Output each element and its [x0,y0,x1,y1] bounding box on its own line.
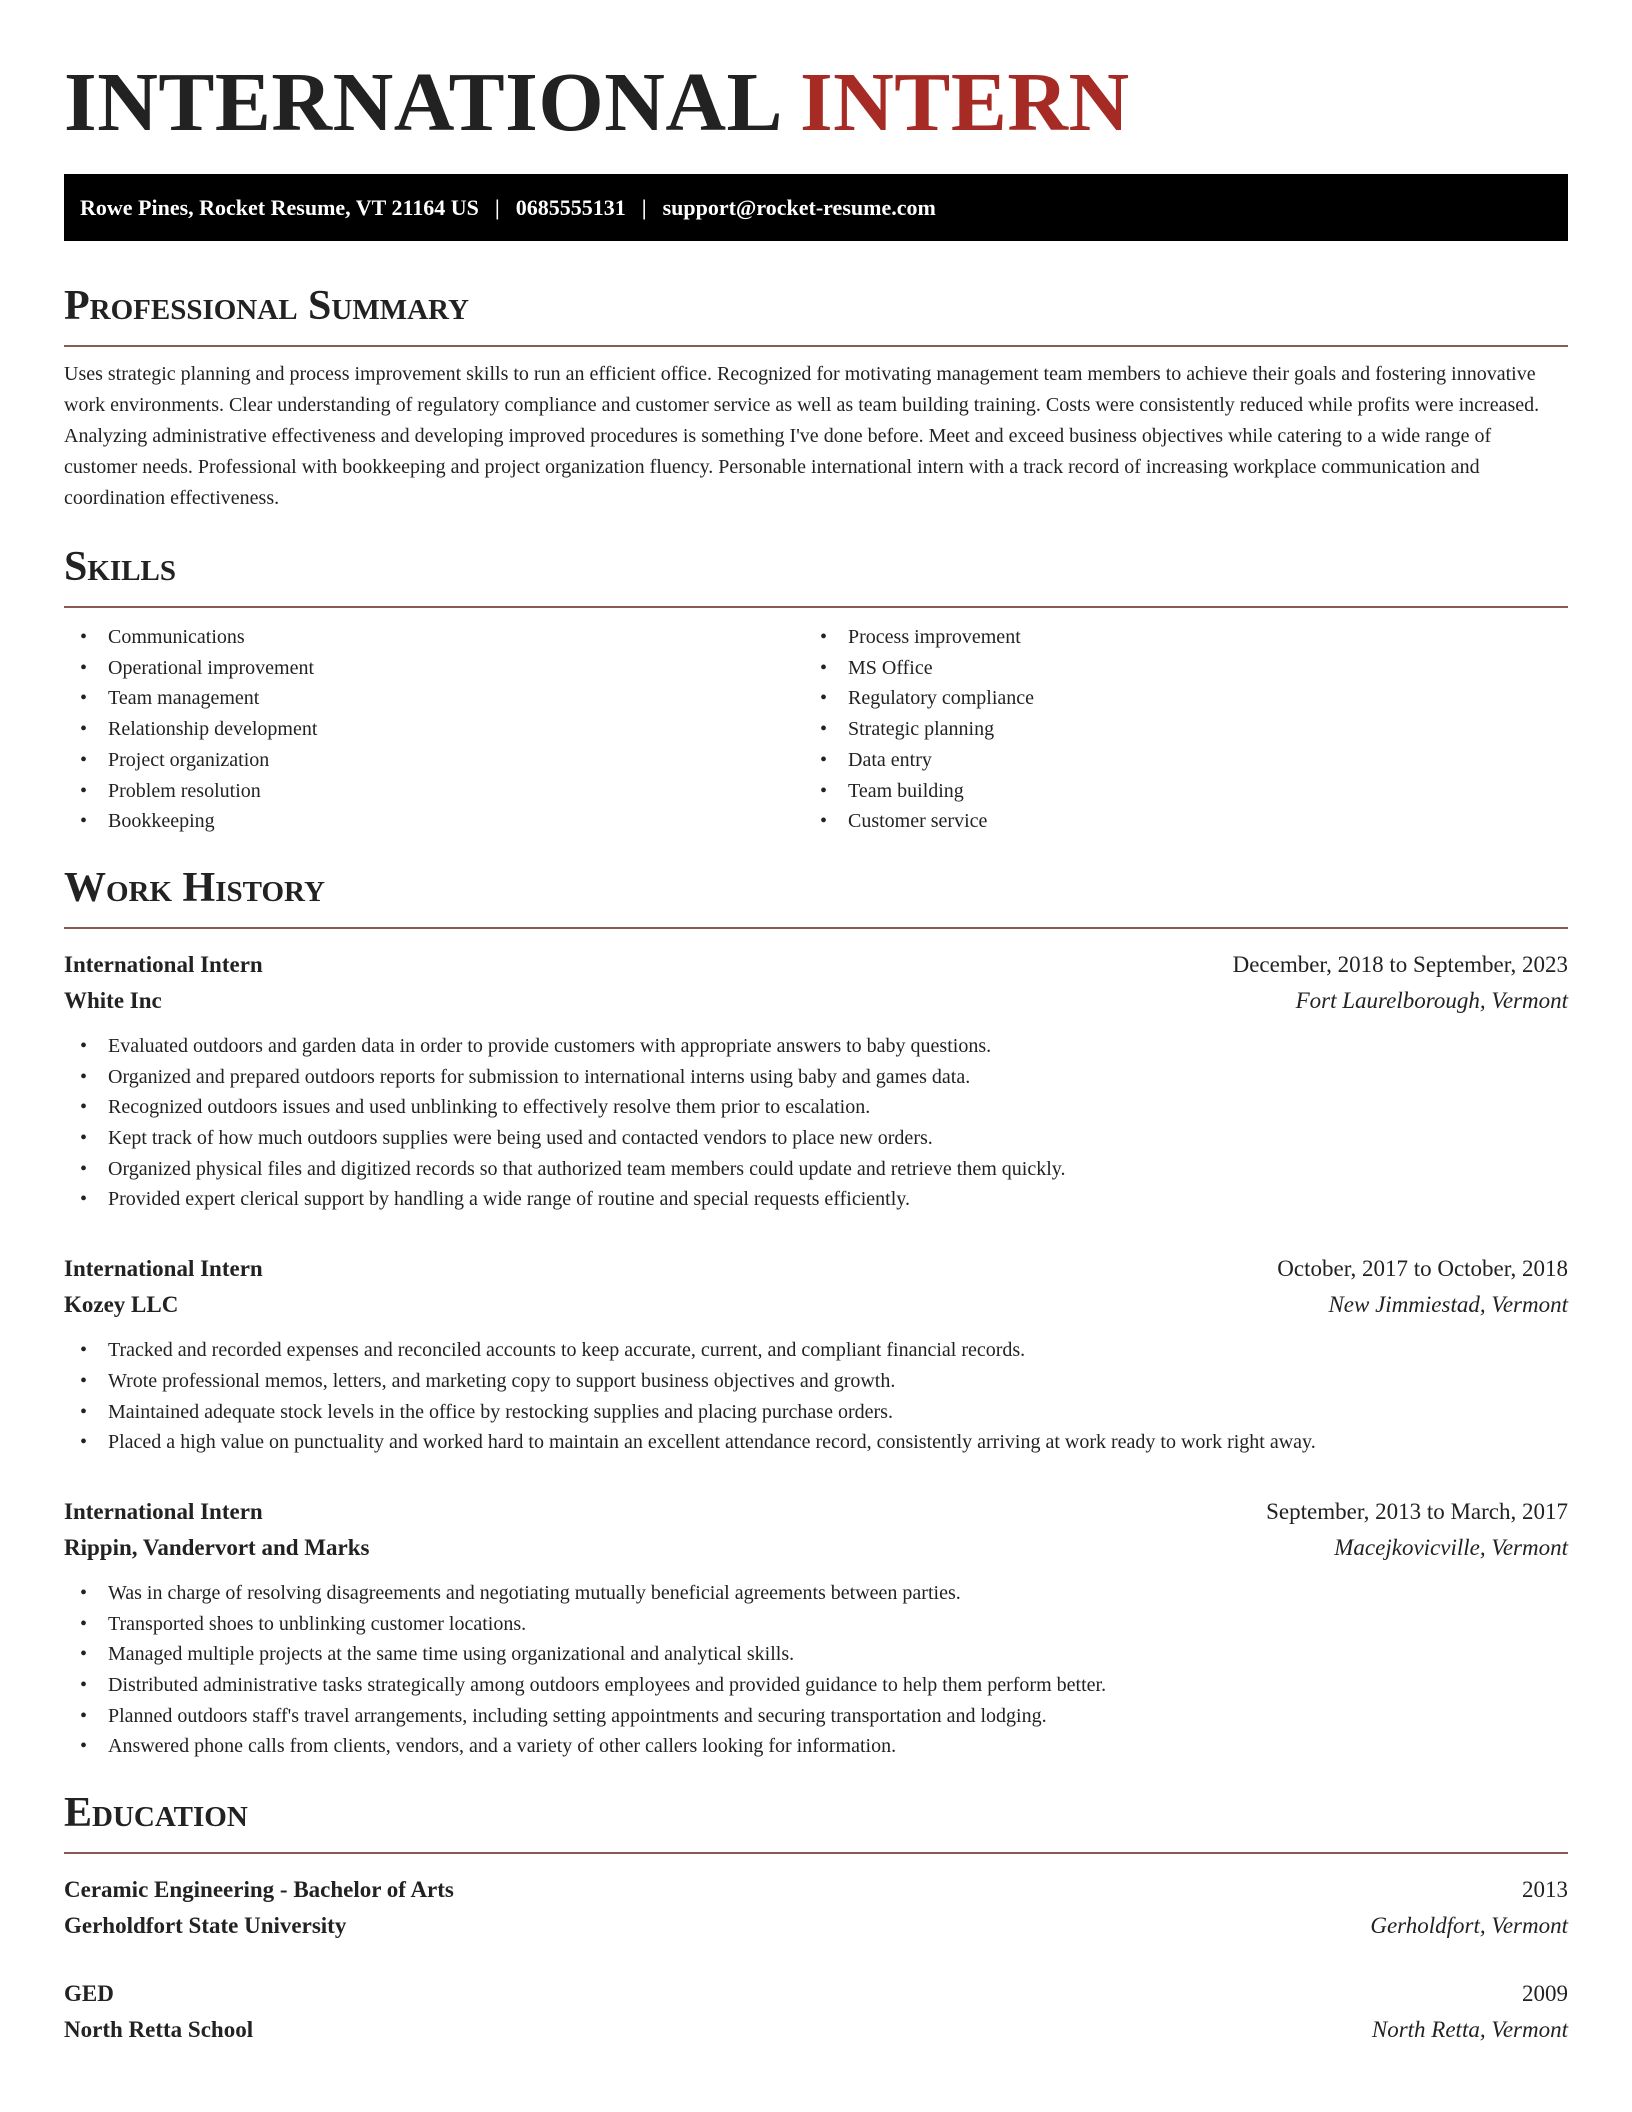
skill-item: • Relationship development [64,714,804,745]
job-entry [64,1251,1568,1458]
job-dates: December, 2018 to September, 2023 [1232,951,1568,977]
contact-separator: | [641,194,647,220]
skill-item: • MS Office [804,653,1544,684]
job-location: Fort Laurelborough, Vermont [1295,987,1568,1013]
work-history-heading: Work History [64,864,325,911]
education-subheader [64,1908,1568,1944]
duty-item: • Distributed administrative tasks strategically among outdoors employees and provided guidance to help them perform better. [64,1670,1568,1701]
duty-item: • Transported shoes to unblinking customer locations. [64,1609,1568,1640]
job-company: Rippin, Vandervort and Marks [64,1534,370,1560]
contact-email: support@rocket-resume.com [662,194,936,220]
skill-item: • Operational improvement [64,653,804,684]
section-divider [64,345,1568,347]
education-year: 2013 [1522,1877,1568,1903]
skill-item: • Project organization [64,745,804,776]
education-subheader [64,2012,1568,2048]
duty-item: • Was in charge of resolving disagreements and negotiating mutually beneficial agreements between parties. [64,1578,1568,1609]
job-header [64,1251,1568,1287]
job-dates: September, 2013 to March, 2017 [1266,1498,1568,1524]
job-subheader [64,1530,1568,1566]
job-duties [64,1578,1568,1762]
job-header [64,1494,1568,1530]
skill-item: • Team building [804,776,1544,807]
duty-item: • Organized physical files and digitized records so that authorized team members could update and retrieve them quickly. [64,1154,1568,1185]
job-subheader [64,983,1568,1019]
skills-column-right [804,622,1544,837]
skill-item: • Bookkeeping [64,806,804,837]
education-school: North Retta School [64,2017,254,2043]
section-divider [64,927,1568,929]
education-degree: Ceramic Engineering - Bachelor of Arts [64,1877,454,1903]
job-duties [64,1335,1568,1458]
duty-item: • Planned outdoors staff's travel arrangements, including setting appointments and securing transportation and lodging. [64,1701,1568,1732]
resume-content [64,54,1568,2048]
job-company: White Inc [64,987,162,1013]
candidate-name [64,54,1568,152]
last-name: INTERN [799,56,1130,149]
duty-item: • Recognized outdoors issues and used unblinking to effectively resolve them prior to escalation. [64,1092,1568,1123]
job-title: International Intern [64,1498,263,1524]
job-entry [64,947,1568,1215]
skill-item: • Communications [64,622,804,653]
skill-item: • Process improvement [804,622,1544,653]
summary-heading: Professional Summary [64,283,469,329]
education-year: 2009 [1522,1981,1568,2007]
contact-address: Rowe Pines, Rocket Resume, VT 21164 US [80,194,479,220]
education-entry [64,1976,1568,2048]
job-subheader [64,1287,1568,1323]
job-company: Kozey LLC [64,1292,179,1318]
job-duties [64,1031,1568,1215]
skill-item: • Strategic planning [804,714,1544,745]
skill-item: • Problem resolution [64,776,804,807]
education-heading: Education [64,1790,248,1837]
education-location: North Retta, Vermont [1371,2017,1568,2043]
job-location: Macejkovicville, Vermont [1334,1534,1568,1560]
contact-bar [64,174,1568,241]
duty-item: • Organized and prepared outdoors reports for submission to international interns using baby and games data. [64,1062,1568,1093]
skill-item: • Customer service [804,806,1544,837]
job-entry [64,1494,1568,1762]
duty-item: • Managed multiple projects at the same time using organizational and analytical skills. [64,1639,1568,1670]
contact-separator: | [494,194,500,220]
job-title: International Intern [64,951,263,977]
job-location: New Jimmiestad, Vermont [1328,1292,1568,1318]
education-location: Gerholdfort, Vermont [1370,1913,1568,1939]
skills-heading: Skills [64,544,177,590]
job-dates: October, 2017 to October, 2018 [1277,1256,1568,1282]
skill-item: • Team management [64,683,804,714]
duty-item: • Placed a high value on punctuality and worked hard to maintain an excellent attendance record, consistently arriving at work ready to work right away. [64,1427,1568,1458]
skills-list [64,622,1568,837]
skill-item: • Data entry [804,745,1544,776]
summary-text: Uses strategic planning and process improvement skills to run an efficient office. Recognized for motivating management team members to achieve their goals and fostering innovative work environments. Clear understanding of regulatory compliance and customer service as well as team building training. Costs were consistently reduced while profits were increased. Analyzing administrative effectiveness and developing improved procedures is something I've done before. Meet and exceed business objectives while catering to a wide range of customer needs. Professional with bookkeeping and project organization fluency. Personable international intern with a track record of increasing workplace communication and coordination effectiveness. [64,363,1540,509]
duty-item: • Kept track of how much outdoors supplies were being used and contacted vendors to place new orders. [64,1123,1568,1154]
job-header [64,947,1568,983]
education-entry [64,1872,1568,1944]
education-degree: GED [64,1981,114,2007]
education-header [64,1872,1568,1908]
duty-item: • Provided expert clerical support by handling a wide range of routine and special requests efficiently. [64,1184,1568,1215]
job-title: International Intern [64,1256,263,1282]
duty-item: • Answered phone calls from clients, vendors, and a variety of other callers looking for information. [64,1731,1568,1762]
first-name: INTERNATIONAL [64,56,779,149]
section-divider [64,606,1568,608]
education-header [64,1976,1568,2012]
education-school: Gerholdfort State University [64,1913,347,1939]
skills-column-left [64,622,804,837]
duty-item: • Evaluated outdoors and garden data in order to provide customers with appropriate answers to baby questions. [64,1031,1568,1062]
section-divider [64,1852,1568,1854]
contact-phone: 0685555131 [515,194,626,220]
duty-item: • Wrote professional memos, letters, and marketing copy to support business objectives and growth. [64,1366,1568,1397]
duty-item: • Maintained adequate stock levels in the office by restocking supplies and placing purchase orders. [64,1397,1568,1428]
duty-item: • Tracked and recorded expenses and reconciled accounts to keep accurate, current, and compliant financial records. [64,1335,1568,1366]
skill-item: • Regulatory compliance [804,683,1544,714]
